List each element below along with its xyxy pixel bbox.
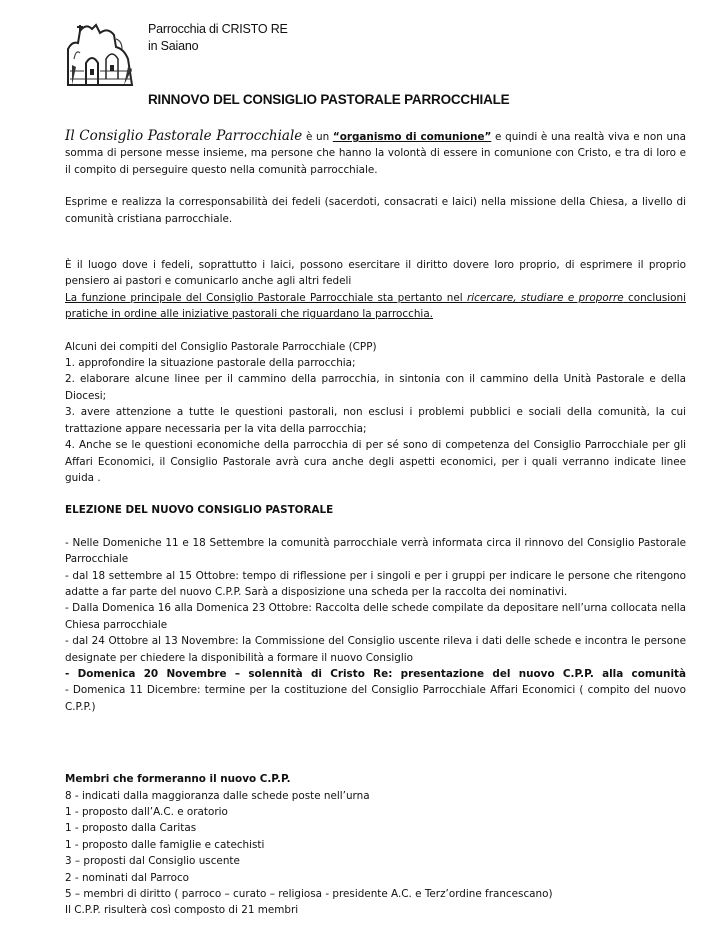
member-item: 1 - proposto dalle famiglie e catechisti	[65, 838, 265, 851]
member-item: 3 – proposti dal Consiglio uscente	[65, 855, 240, 868]
intro-mid: è un	[302, 131, 333, 143]
member-item: 1 - proposto dall’A.C. e oratorio	[65, 806, 228, 818]
election-heading: ELEZIONE DEL NUOVO CONSIGLIO PASTORALE	[65, 504, 334, 517]
member-item: 5 – membri di diritto ( parroco – curato – religiosa - presidente A.C. e Terz’ordine francescano)	[65, 888, 553, 901]
parish-name	[148, 21, 288, 55]
paragraph-funzione	[65, 290, 686, 323]
task-item: 4. Anche se le questioni economiche della parrocchia di per sé sono di competenza del Consiglio Parrocchiale per gli Affari Economici, il Consiglio Pastorale avrà cura anche degli aspetti economici, per i quali verranno indicate linee guida .	[65, 439, 686, 484]
funzione-text-1: La funzione principale del Consiglio Pastorale Parrocchiale sta pertanto nel	[65, 291, 467, 304]
task-item: 1. approfondire la situazione pastorale della parrocchia;	[65, 357, 356, 370]
election-item: - dal 24 Ottobre al 13 Novembre: la Commissione del Consiglio uscente rileva i dati delle schede e incontra le persone designate per chiedere la disponibilità a formare il nuovo Consiglio	[65, 635, 686, 664]
election-item: - Domenica 11 Dicembre: termine per la costituzione del Consiglio Parrocchiale Affari Economici ( compito del nuovo C.P.P.)	[65, 684, 686, 713]
members-total: Il C.P.P. risulterà così composto di 21 membri	[65, 904, 299, 917]
funzione-italic: ricercare, studiare e proporre	[466, 291, 624, 304]
election-item: - Dalla Domenica 16 alla Domenica 23 Ottobre: Raccolta delle schede compilate da depositare nell’urna collocata nella Chiesa parrocchiale	[65, 602, 686, 631]
document-body	[65, 128, 686, 919]
task-item: 2. elaborare alcune linee per il cammino della parrocchia, in sintonia con il cammino della Unità Pastorale e della Diocesi;	[65, 373, 686, 402]
funzione-text-2: conclusioni pratiche in ordine alle iniziative pastorali che riguardano la parrocchia.	[65, 291, 686, 321]
intro-lead: Il Consiglio Pastorale Parrocchiale	[65, 128, 303, 144]
member-item: 8 - indicati dalla maggioranza dalle schede poste nell’urna	[65, 789, 370, 802]
intro-paragraph	[65, 128, 686, 178]
parish-logo	[66, 19, 134, 87]
paragraph-luogo: È il luogo dove i fedeli, soprattutto i laici, possono esercitare il diritto dovere loro proprio, di esprimere il proprio pensiero ai pastori e comunicarlo anche agli altri fedeli	[65, 259, 686, 288]
intro-rest: e quindi è una realtà viva e non una somma di persone messe insieme, ma persone che hanno la volontà di essere in comunione con Cristo, e tra di loro e il compito di perseguire questo nella comunità parrocchiale.	[65, 131, 686, 176]
intro-bold-phrase: “organismo di comunione”	[332, 131, 492, 143]
election-item: - Nelle Domeniche 11 e 18 Settembre la comunità parrocchiale verrà informata circa il rinnovo del Consiglio Pastorale Parrocchiale	[65, 536, 686, 566]
paragraph-corresponsabilita: Esprime e realizza la corresponsabilità dei fedeli (sacerdoti, consacrati e laici) nella missione della Chiesa, a livello di comunità cristiana parrocchiale.	[65, 196, 686, 225]
member-item: 2 - nominati dal Parroco	[65, 871, 190, 884]
election-item: - dal 18 settembre al 15 Ottobre: tempo di riflessione per i singoli e per i gruppi per indicare le persone che ritengono adatte a far parte del nuovo C.P.P. Sarà a disposizione una scheda per la raccolta dei nominativi.	[65, 569, 686, 598]
parish-line-2: in Saiano	[148, 39, 199, 53]
members-heading: Membri che formeranno il nuovo C.P.P.	[65, 773, 291, 786]
election-item-bold: - Domenica 20 Novembre – solennità di Cristo Re: presentazione del nuovo C.P.P. alla comunità	[65, 667, 686, 680]
member-item: 1 - proposto dalla Caritas	[65, 822, 197, 835]
task-item: 3. avere attenzione a tutte le questioni pastorali, non esclusi i problemi pubblici e sociali della comunità, la cui trattazione appare necessaria per la vita della parrocchia;	[65, 406, 686, 435]
tasks-heading: Alcuni dei compiti del Consiglio Pastorale Parrocchiale (CPP)	[65, 340, 377, 353]
document-title: RINNOVO DEL CONSIGLIO PASTORALE PARROCCHIALE	[148, 92, 510, 107]
parish-line-1: Parrocchia di CRISTO RE	[148, 22, 288, 36]
